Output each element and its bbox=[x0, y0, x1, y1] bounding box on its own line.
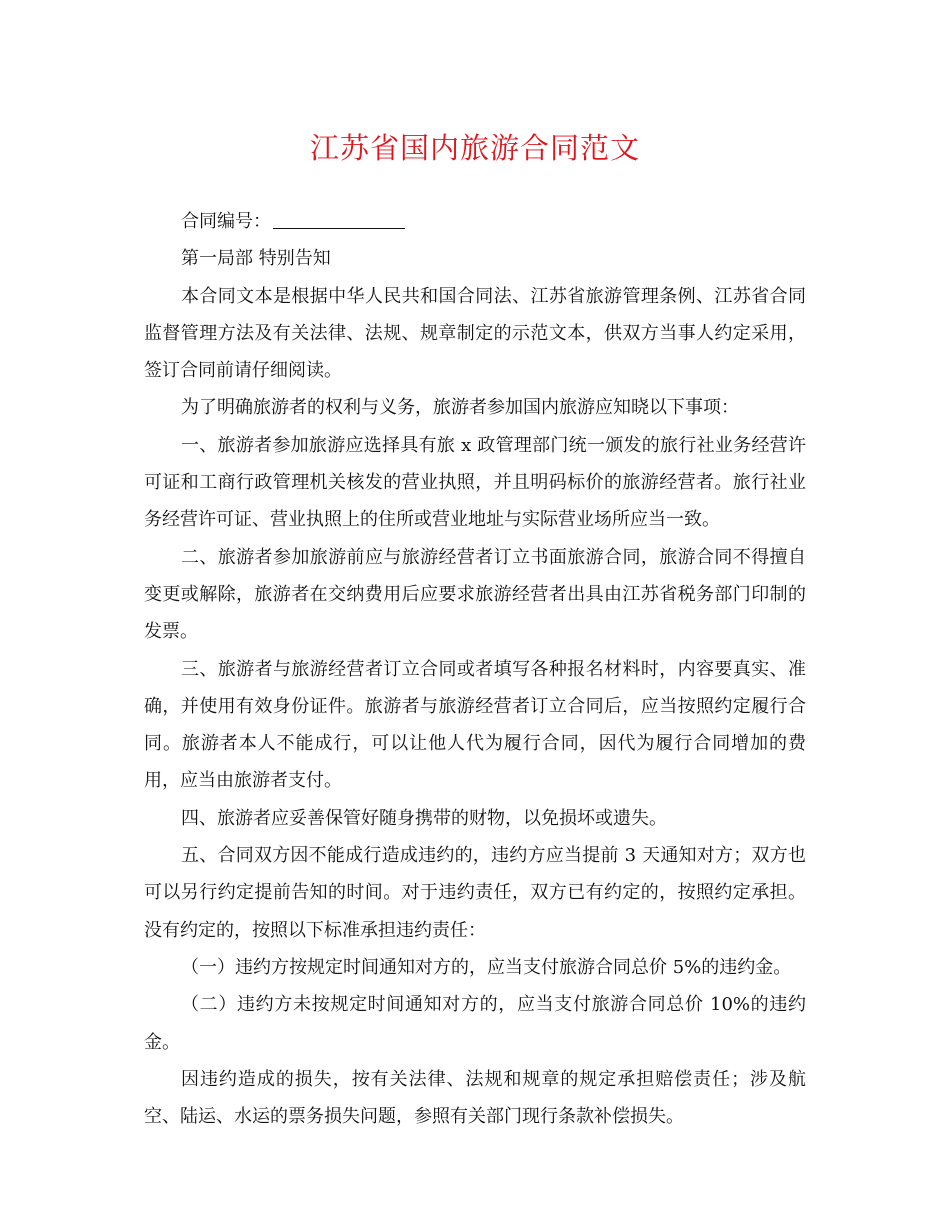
paragraph-sub-1: （一）违约方按规定时间通知对方的，应当支付旅游合同总价 5%的违约金。 bbox=[181, 956, 792, 978]
paragraph-sub-2: （二）违约方未按规定时间通知对方的，应当支付旅游合同总价 10%的违约金。 bbox=[144, 994, 806, 1053]
document-body bbox=[144, 203, 806, 1135]
paragraph-notice: 为了明确旅游者的权利与义务，旅游者参加国内旅游应知晓以下事项： bbox=[181, 397, 739, 419]
contract-number-line bbox=[144, 203, 806, 240]
paragraph-intro: 本合同文本是根据中华人民共和国合同法、江苏省旅游管理条例、江苏省合同监督管理方法及有关法律、法规、规章制定的示范文本，供双方当事人约定采用，签订合同前请仔细阅读。 bbox=[144, 285, 806, 382]
contract-number-label: 合同编号： bbox=[181, 211, 271, 232]
paragraph-item-5: 五、合同双方因不能成行造成违约的，违约方应当提前 3 天通知对方；双方也可以另行约定提前告知的时间。对于违约责任，双方已有约定的，按照约定承担。没有约定的，按照以下标准承担违约责任： bbox=[144, 845, 806, 941]
contract-number-blank bbox=[273, 210, 405, 229]
paragraph-item-1: 一、旅游者参加旅游应选择具有旅 x 政管理部门统一颁发的旅行社业务经营许可证和工商行政管理机关核发的营业执照，并且明码标价的旅游经营者。旅行社业务经营许可证、营业执照上的住所或营业地址与实际营业场所应当一致。 bbox=[144, 434, 806, 531]
paragraph-item-2: 二、旅游者参加旅游前应与旅游经营者订立书面旅游合同，旅游合同不得擅自变更或解除，旅游者在交纳费用后应要求旅游经营者出具由江苏省税务部门印制的发票。 bbox=[144, 546, 806, 643]
paragraph-item-3: 三、旅游者与旅游经营者订立合同或者填写各种报名材料时，内容要真实、准确，并使用有效身份证件。旅游者与旅游经营者订立合同后，应当按照约定履行合同。旅游者本人不能成行，可以让他人代为履行合同，因代为履行合同增加的费用，应当由旅游者支付。 bbox=[144, 658, 806, 792]
paragraph-loss: 因违约造成的损失，按有关法律、法规和规章的规定承担赔偿责任；涉及航空、陆运、水运的票务损失问题，参照有关部门现行条款补偿损失。 bbox=[144, 1068, 806, 1128]
section-heading: 第一局部 特别告知 bbox=[181, 248, 331, 270]
document-title: 江苏省国内旅游合同范文 bbox=[309, 131, 640, 165]
paragraph-item-4: 四、旅游者应妥善保管好随身携带的财物，以免损坏或遗失。 bbox=[181, 807, 667, 829]
